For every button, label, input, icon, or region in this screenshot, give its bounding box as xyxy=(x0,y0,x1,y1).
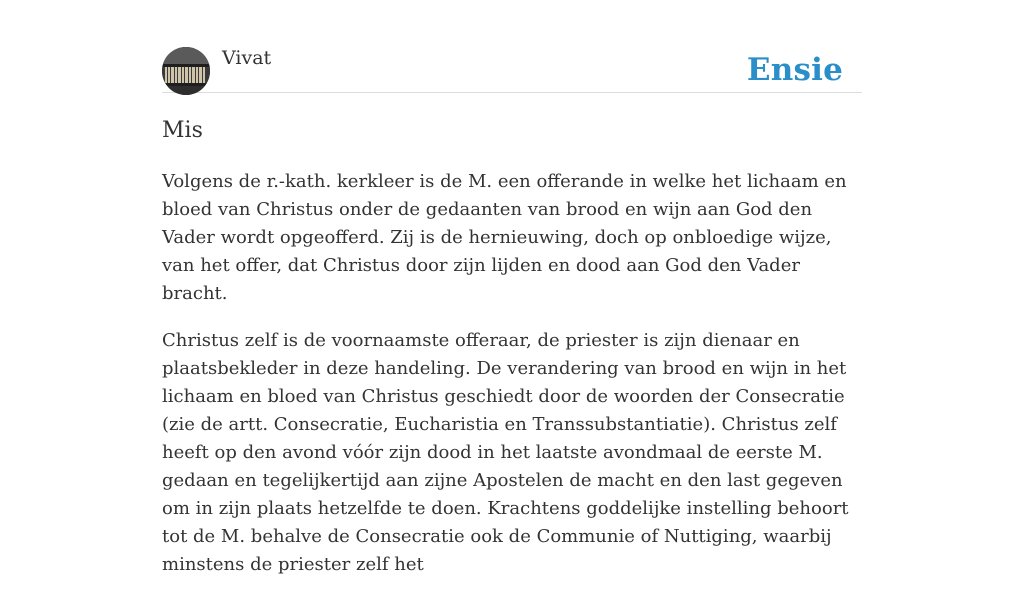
entry-title: Mis xyxy=(162,118,203,143)
paragraph: Volgens de r.-kath. kerkleer is de M. een offerande in welke het lichaam en bloed van Christus onder de gedaanten van brood en wijn aan God den Vader wordt opgeofferd. Zij is de hernieuwing, doch op onbloedige wijze, van het offer, dat Christus door zijn lijden en dood aan God den Vader bracht. xyxy=(162,171,847,304)
entry-body xyxy=(162,168,862,598)
source-name[interactable]: Vivat xyxy=(222,47,272,69)
brand-logo[interactable]: Ensie xyxy=(746,52,843,88)
page xyxy=(162,0,862,575)
paragraph: Christus zelf is de voornaamste offeraar, de priester is zijn dienaar en plaatsbekleder in deze handeling. De verandering van brood en wijn in het lichaam en bloed van Christus geschiedt door de woorden der Consecratie (zie de artt. Consecratie, Eucharistia en Transsubstantiatie). Christus zelf heeft op den avond vóór zijn dood in het laatste avondmaal de eerste M. gedaan en tegelijkertijd aan zijne Apostelen de macht en den last gegeven om in zijn plaats hetzelfde te doen. Krachtens goddelijke instelling behoort tot de M. behalve de Consecratie ook de Communie of Nuttiging, waarbij minstens de priester zelf het xyxy=(162,330,849,575)
header xyxy=(162,0,862,93)
bookshelf-icon xyxy=(162,47,210,95)
source-avatar[interactable] xyxy=(162,47,210,95)
